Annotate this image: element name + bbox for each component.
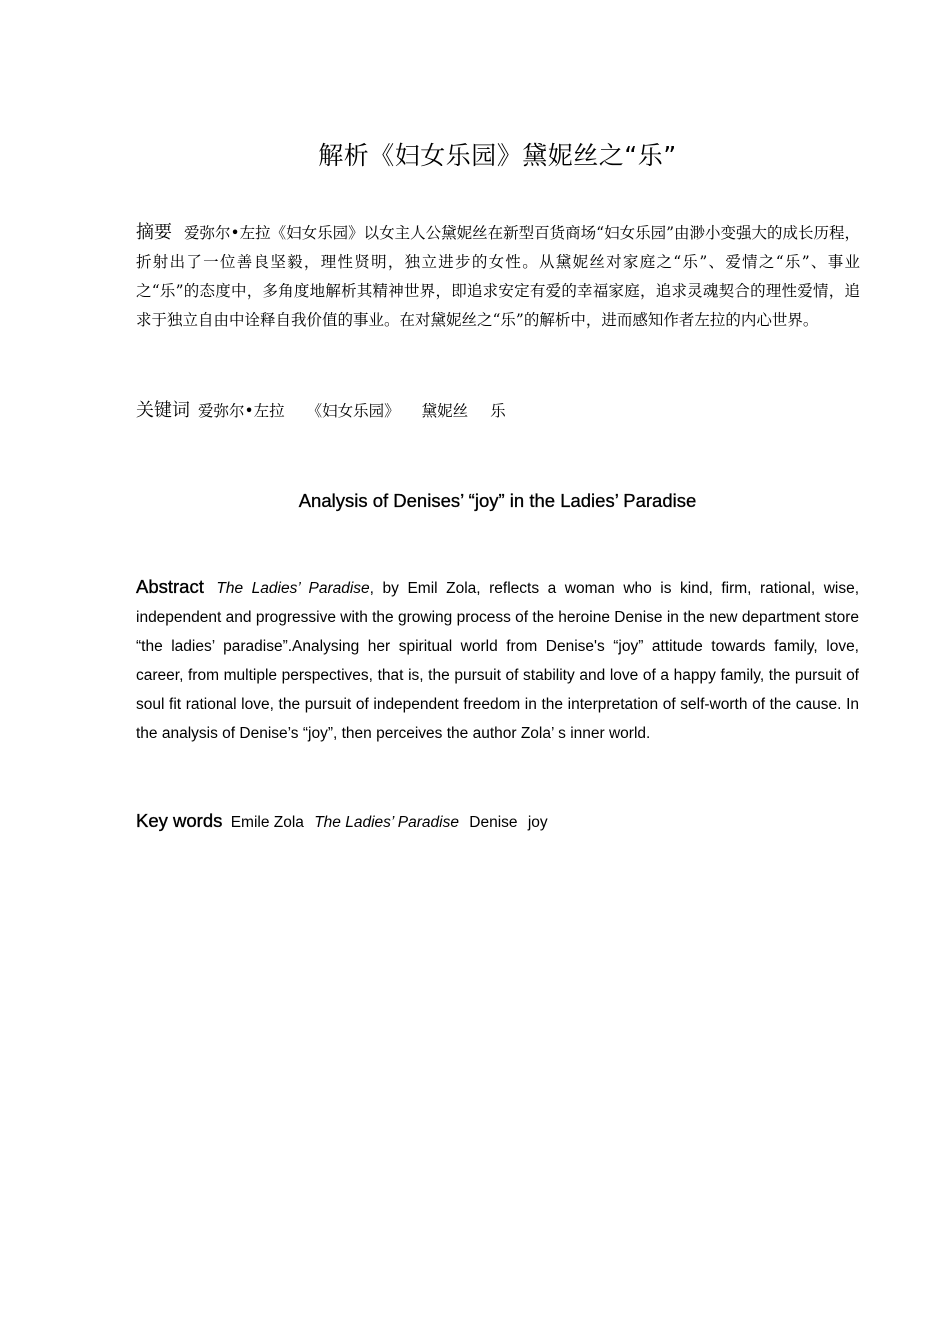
chinese-keyword: 爱弥尔•左拉	[198, 402, 285, 420]
english-keyword: Emile Zola	[230, 814, 304, 831]
english-title: Analysis of Denises’ “joy” in the Ladies’ Paradise	[298, 490, 697, 511]
english-keywords-label: Key words	[136, 810, 223, 831]
chinese-keyword: 黛妮丝	[421, 402, 469, 420]
english-abstract-label: Abstract	[136, 576, 204, 597]
chinese-abstract	[136, 218, 860, 335]
chinese-title: 解析《妇女乐园》黛妮丝之“乐”	[318, 141, 677, 170]
chinese-keywords-label: 关键词	[136, 400, 190, 421]
english-abstract	[136, 572, 859, 748]
english-keyword-book-title: The Ladies’ Paradise	[314, 814, 459, 831]
english-keyword: Denise	[469, 814, 518, 831]
english-abstract-text: , by Emil Zola, reflects a woman who is kind, firm, rational, wise, independent and progressive with the growing process of the heroine Denise in the new department store “the ladies’ paradise”.Analysing her spiritual world from Denise's “joy” attitude towards family, love, career, from multiple perspectives, that is, the pursuit of stability and love of a happy family, the pursuit of soul fit rational love, the pursuit of independent freedom in the interpretation of self-worth of the cause. In the analysis of Denise’s “joy”, then perceives the author Zola’ s inner world.	[136, 580, 860, 742]
chinese-keyword: 《妇女乐园》	[306, 402, 400, 420]
english-keyword: joy	[527, 814, 548, 831]
english-keywords	[136, 806, 554, 837]
chinese-keywords	[136, 396, 528, 426]
chinese-keyword: 乐	[490, 402, 506, 420]
chinese-abstract-text: 爱弥尔•左拉《妇女乐园》以女主人公黛妮丝在新型百货商场“妇女乐园”由渺小变强大的成长历程，折射出了一位善良坚毅，理性贤明，独立进步的女性。从黛妮丝对家庭之“乐”、爱情之“乐”、事业之“乐”的态度中，多角度地解析其精神世界，即追求安定有爱的幸福家庭，追求灵魂契合的理性爱情，追求于独立自由中诠释自我价值的事业。在对黛妮丝之“乐”的解析中，进而感知作者左拉的内心世界。	[136, 224, 860, 329]
chinese-abstract-label: 摘要	[136, 222, 172, 243]
english-abstract-book-title: The Ladies’ Paradise	[216, 580, 370, 597]
